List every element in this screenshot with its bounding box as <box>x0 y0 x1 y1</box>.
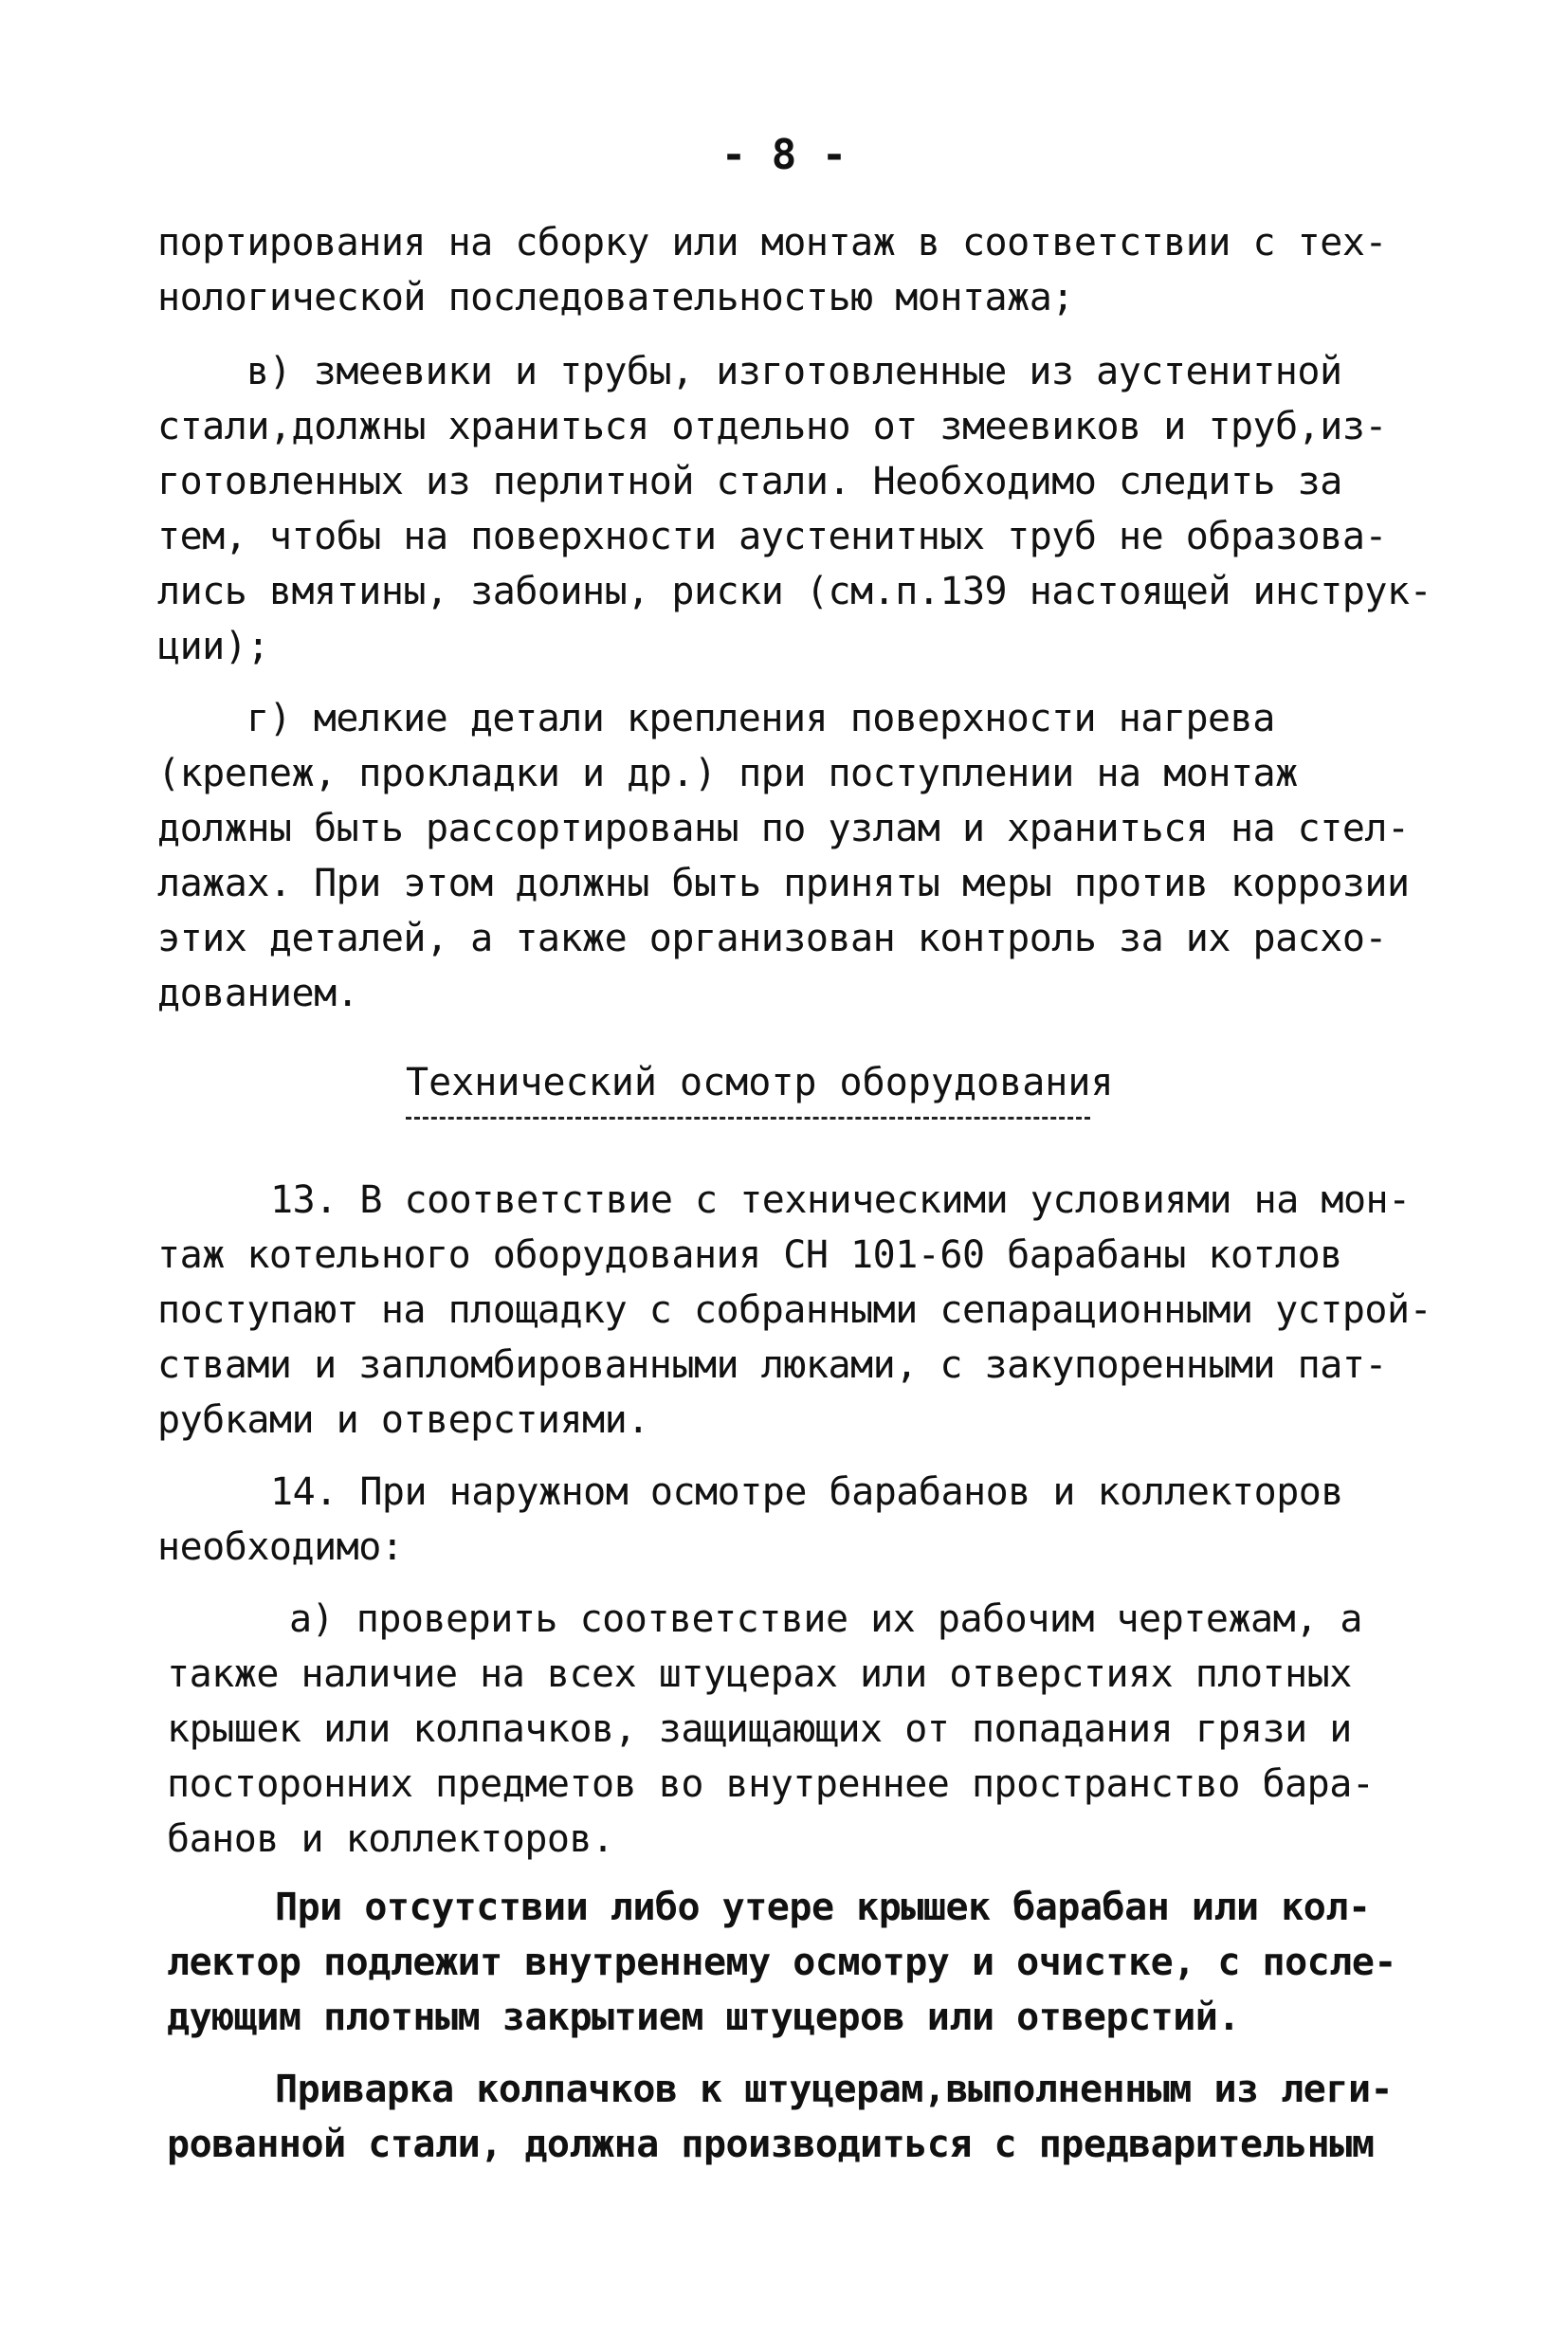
text-line: лись вмятины, забоины, риски (см.п.139 настоящей инструк- <box>157 570 1432 613</box>
text-line: тем, чтобы на поверхности аустенитных труб не образова- <box>157 515 1388 558</box>
page-number: - 8 - <box>720 131 848 179</box>
text-line: дованием. <box>157 972 359 1015</box>
text-line: посторонних предметов во внутреннее пространство бара- <box>167 1762 1375 1806</box>
text-line: необходимо: <box>157 1525 404 1569</box>
text-line: этих деталей, а также организован контроль за их расхо- <box>157 917 1388 960</box>
text-line: а) проверить соответствие их рабочим чертежам, а <box>289 1597 1362 1641</box>
text-line: г) мелкие детали крепления поверхности нагрева <box>246 697 1275 740</box>
text-line: крышек или колпачков, защищающих от попадания грязи и <box>167 1707 1352 1751</box>
text-line: лажах. При этом должны быть приняты меры против коррозии <box>157 862 1410 905</box>
text-line: 13. В соответствие с техническими условиями на мон- <box>270 1178 1411 1222</box>
text-line: 14. При наружном осмотре барабанов и коллекторов <box>270 1470 1343 1514</box>
text-line: в) змеевики и трубы, изготовленные из аустенитной <box>246 350 1342 393</box>
text-line: нологической последовательностью монтажа; <box>157 276 1074 319</box>
text-line: Приварка колпачков к штуцерам,выполненным из леги- <box>275 2068 1394 2111</box>
text-line: ции); <box>157 625 269 668</box>
text-line: (крепеж, прокладки и др.) при поступлении на монтаж <box>157 752 1298 795</box>
text-line: должны быть рассортированы по узлам и храниться на стел- <box>157 807 1410 850</box>
text-line: таж котельного оборудования СН 101-60 барабаны котлов <box>157 1233 1342 1277</box>
heading-underline <box>406 1117 1090 1120</box>
text-line: рованной стали, должна производиться с предварительным <box>167 2123 1375 2166</box>
section-heading: Технический осмотр оборудования <box>406 1061 1114 1104</box>
text-line: банов и коллекторов. <box>167 1817 614 1861</box>
text-line: поступают на площадку с собранными сепарационными устрой- <box>157 1288 1432 1332</box>
text-line: портирования на сборку или монтаж в соответствии с тех- <box>157 221 1388 264</box>
text-line: рубками и отверстиями. <box>157 1398 649 1442</box>
text-line: стали,должны храниться отдельно от змеевиков и труб,из- <box>157 405 1388 448</box>
text-line: ствами и запломбированными люками, с закупоренными пат- <box>157 1343 1388 1387</box>
text-line: также наличие на всех штуцерах или отверстиях плотных <box>167 1652 1352 1696</box>
text-line: дующим плотным закрытием штуцеров или отверстий. <box>167 1996 1240 2039</box>
text-line: лектор подлежит внутреннему осмотру и очистке, с после- <box>167 1941 1397 1984</box>
text-line: При отсутствии либо утере крышек барабан или кол- <box>275 1886 1371 1929</box>
text-line: готовленных из перлитной стали. Необходимо следить за <box>157 460 1342 503</box>
